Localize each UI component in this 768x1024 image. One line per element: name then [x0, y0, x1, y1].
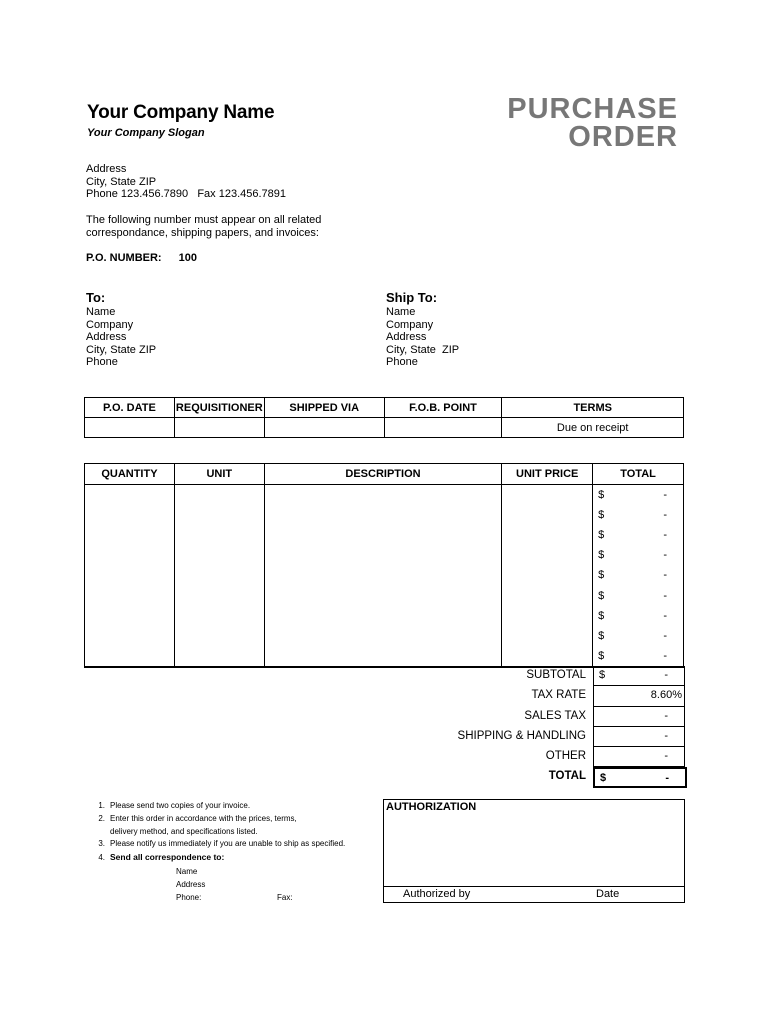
to-phone: Phone	[86, 356, 118, 368]
quantity-header: QUANTITY	[85, 464, 175, 485]
note-item	[90, 813, 345, 826]
line-total-row	[593, 525, 683, 545]
document-title	[507, 95, 678, 151]
line-amount: -	[663, 649, 667, 662]
po-date-cell[interactable]	[85, 418, 175, 438]
shipping-amount: -	[664, 729, 668, 742]
other-box[interactable]	[593, 747, 685, 767]
signature-line	[384, 886, 684, 887]
grand-total-amount: -	[665, 772, 669, 785]
line-total-row	[593, 565, 683, 585]
sales-tax-label: SALES TAX	[524, 709, 586, 722]
description-header: DESCRIPTION	[264, 464, 502, 485]
ship-to-city: City, State ZIP	[386, 343, 460, 356]
note-text: Send all correspondence to:	[110, 852, 225, 863]
fob-point-cell[interactable]	[384, 418, 502, 438]
company-phone-fax: Phone 123.456.7890 Fax 123.456.7891	[86, 188, 287, 200]
line-amount: -	[663, 529, 667, 542]
authorized-by-label: Authorized by	[403, 888, 471, 900]
note-text: Enter this order in accordance with the prices, terms,	[110, 813, 297, 823]
line-items-header-row	[85, 464, 684, 485]
to-address: Address	[86, 331, 127, 343]
to-lines	[86, 306, 156, 369]
currency-symbol: $	[598, 649, 605, 662]
currency-symbol: $	[598, 489, 605, 502]
ship-to-phone: Phone	[386, 356, 418, 368]
shipping-label: SHIPPING & HANDLING	[457, 729, 586, 742]
contact-fax: Fax:	[277, 893, 293, 902]
currency-symbol: $	[600, 772, 607, 785]
line-total-row	[593, 545, 683, 565]
to-title: To:	[86, 290, 106, 305]
sales-tax-row	[380, 707, 684, 727]
terms-header: TERMS	[502, 398, 684, 418]
sales-tax-box	[593, 707, 685, 727]
note-text: Please send two copies of your invoice.	[110, 801, 251, 810]
shipping-row	[380, 727, 684, 747]
other-row	[380, 747, 684, 767]
note-number: 4.	[98, 853, 105, 863]
note-text: Please notify us immediately if you are unable to ship as specified.	[110, 839, 346, 849]
order-info-value-row	[85, 418, 684, 438]
description-column[interactable]	[264, 485, 502, 667]
order-info-header-row	[85, 398, 684, 418]
currency-symbol: $	[598, 509, 605, 522]
currency-symbol: $	[598, 569, 605, 582]
po-date-header: P.O. DATE	[85, 398, 175, 418]
requisitioner-cell[interactable]	[174, 418, 264, 438]
currency-symbol: $	[598, 609, 605, 622]
tax-rate-box[interactable]	[593, 686, 685, 706]
line-amount: -	[663, 489, 667, 502]
line-total-row	[593, 626, 683, 646]
line-amount: -	[663, 609, 667, 622]
grand-total-label: TOTAL	[548, 770, 586, 783]
contact-phone: Phone:	[176, 893, 202, 902]
tax-rate-label: TAX RATE	[531, 689, 586, 702]
tax-rate-value: 8.60%	[650, 689, 682, 702]
ship-to-title: Ship To:	[386, 290, 438, 305]
note-number: 1.	[98, 801, 105, 810]
to-name: Name	[86, 306, 116, 318]
to-block	[86, 290, 156, 369]
note-item	[90, 851, 345, 865]
date-label: Date	[596, 888, 620, 900]
order-notes	[90, 800, 345, 865]
subtotal-row	[380, 666, 684, 686]
line-items-table	[84, 463, 684, 668]
line-total-row	[593, 505, 683, 525]
line-total-row	[593, 485, 683, 505]
note-continuation: delivery method, and specifications listed.	[110, 826, 258, 836]
note-number: 2.	[98, 813, 105, 823]
unit-column[interactable]	[174, 485, 264, 667]
unit-price-header: UNIT PRICE	[502, 464, 593, 485]
notice-text	[86, 214, 321, 239]
currency-symbol: $	[598, 629, 605, 642]
line-amount: -	[663, 569, 667, 582]
to-company: Company	[86, 318, 134, 331]
line-amount: -	[663, 549, 667, 562]
ship-to-company: Company	[386, 318, 434, 331]
correspondence-contact	[176, 865, 293, 904]
currency-symbol: $	[598, 589, 605, 602]
note-item	[90, 800, 345, 813]
other-amount: -	[664, 750, 668, 763]
note-item	[90, 838, 345, 851]
line-items-body	[85, 485, 684, 667]
unit-header: UNIT	[174, 464, 264, 485]
shipping-box[interactable]	[593, 727, 685, 747]
currency-symbol: $	[599, 669, 606, 681]
notice-line1: The following number must appear on all related	[86, 214, 322, 226]
company-address: Address	[86, 163, 127, 175]
line-amount: -	[663, 509, 667, 522]
document-title-line1: PURCHASE	[507, 93, 678, 125]
contact-address: Address	[176, 880, 206, 889]
to-city: City, State ZIP	[86, 343, 157, 356]
total-header: TOTAL	[593, 464, 684, 485]
shipped-via-cell[interactable]	[264, 418, 384, 438]
ship-to-name: Name	[386, 306, 416, 318]
terms-cell[interactable]: Due on receipt	[502, 418, 684, 438]
subtotal-label: SUBTOTAL	[526, 669, 586, 681]
company-name: Your Company Name	[87, 102, 275, 123]
grand-total-row	[380, 767, 684, 787]
subtotal-box	[593, 666, 685, 686]
note-number: 3.	[98, 839, 105, 849]
requisitioner-header: REQUISITIONER	[174, 398, 264, 418]
po-number-row	[86, 252, 197, 264]
line-amount: -	[663, 589, 667, 602]
grand-total-box	[593, 767, 687, 788]
line-total-row	[593, 606, 683, 626]
total-column	[593, 485, 684, 667]
po-number-value: 100	[178, 252, 198, 264]
quantity-column[interactable]	[85, 485, 175, 667]
company-slogan: Your Company Slogan	[87, 127, 205, 139]
shipped-via-header: SHIPPED VIA	[264, 398, 384, 418]
document-title-line2: ORDER	[568, 121, 678, 153]
fob-point-header: F.O.B. POINT	[384, 398, 502, 418]
currency-symbol: $	[598, 529, 605, 542]
company-address-block	[86, 163, 286, 201]
contact-name: Name	[176, 867, 198, 876]
unit-price-column[interactable]	[502, 485, 593, 667]
other-label: OTHER	[545, 750, 586, 763]
company-city: City, State ZIP	[86, 175, 157, 188]
ship-to-block	[386, 290, 459, 369]
authorization-box[interactable]	[383, 799, 685, 903]
line-amount: -	[663, 629, 667, 642]
authorization-title: AUTHORIZATION	[386, 801, 477, 813]
line-total-row	[593, 585, 683, 605]
po-number-label: P.O. NUMBER:	[86, 252, 162, 264]
tax-rate-row	[380, 686, 684, 706]
currency-symbol: $	[598, 549, 605, 562]
ship-to-address: Address	[386, 331, 427, 343]
line-total-row	[593, 646, 683, 666]
notice-line2: correspondance, shipping papers, and invoices:	[86, 226, 319, 239]
ship-to-lines	[386, 306, 459, 369]
subtotal-amount: -	[664, 669, 668, 681]
sales-tax-amount: -	[664, 709, 668, 722]
summary-block	[380, 666, 684, 788]
order-info-table	[84, 397, 684, 438]
